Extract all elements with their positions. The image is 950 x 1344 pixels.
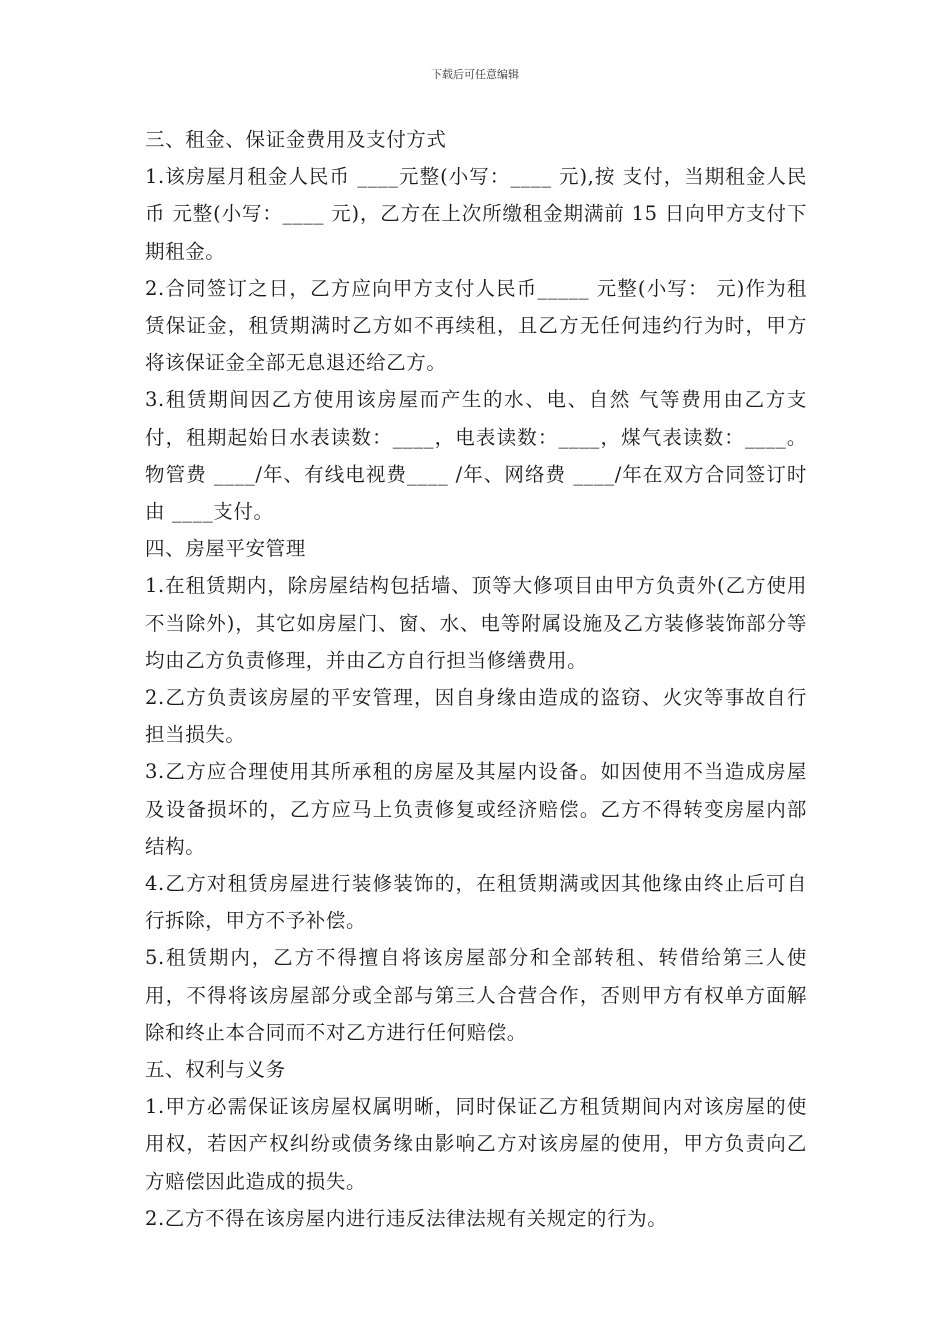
page-header: 下载后可任意编辑 xyxy=(431,68,519,81)
paragraph: 1.该房屋月租金人民币 ____元整(小写：____ 元),按 支付，当期租金人民币 元整(小写：____ 元)，乙方在上次所缴租金期满前 15 日向甲方支付下期租金。 xyxy=(145,165,807,263)
paragraph: 2.合同签订之日，乙方应向甲方支付人民币_____ 元整(小写： 元)作为租赁保证金，租赁期满时乙方如不再续租，且乙方无任何违约行为时，甲方将该保证金全部无息退还给乙方。 xyxy=(145,276,807,375)
paragraph: 2.乙方负责该房屋的平安管理，因自身缘由造成的盗窃、火灾等事故自行担当损失。 xyxy=(145,686,807,747)
paragraph: 3.乙方应合理使用其所承租的房屋及其屋内设备。如因使用不当造成房屋及设备损坏的，乙方应马上负责修复或经济赔偿。乙方不得转变房屋内部结构。 xyxy=(145,760,807,858)
section-heading-rent: 三、租金、保证金费用及支付方式 xyxy=(145,128,447,151)
paragraph: 4.乙方对租赁房屋进行装修装饰的，在租赁期满或因其他缘由终止后可自行拆除，甲方不予补偿。 xyxy=(145,872,807,933)
document-body xyxy=(145,121,807,1237)
section-heading-rights: 五、权利与义务 xyxy=(145,1058,286,1082)
paragraph: 1.甲方必需保证该房屋权属明晰，同时保证乙方租赁期间内对该房屋的使用权，若因产权纠纷或债务缘由影响乙方对该房屋的使用，甲方负责向乙方赔偿因此造成的损失。 xyxy=(145,1095,807,1193)
paragraph: 5.租赁期内，乙方不得擅自将该房屋部分和全部转租、转借给第三人使用，不得将该房屋部分或全部与第三人合营合作，否则甲方有权单方面解除和终止本合同而不对乙方进行任何赔偿。 xyxy=(145,946,807,1044)
paragraph: 1.在租赁期内，除房屋结构包括墙、顶等大修项目由甲方负责外(乙方使用不当除外)，其它如房屋门、窗、水、电等附属设施及乙方装修装饰部分等均由乙方负责修理，并由乙方自行担当修缮费用。 xyxy=(145,574,807,672)
section-heading-safety: 四、房屋平安管理 xyxy=(145,537,306,561)
paragraph: 3.租赁期间因乙方使用该房屋而产生的水、电、自然 气等费用由乙方支付，租期起始日水表读数：____，电表读数：____，煤气表读数：____。物管费 ____/年、有线电视费____ /年、网络费 ____/年在双方合同签订时由 ____支付。 xyxy=(145,388,807,524)
paragraph: 2.乙方不得在该房屋内进行违反法律法规有关规定的行为。 xyxy=(145,1206,668,1230)
